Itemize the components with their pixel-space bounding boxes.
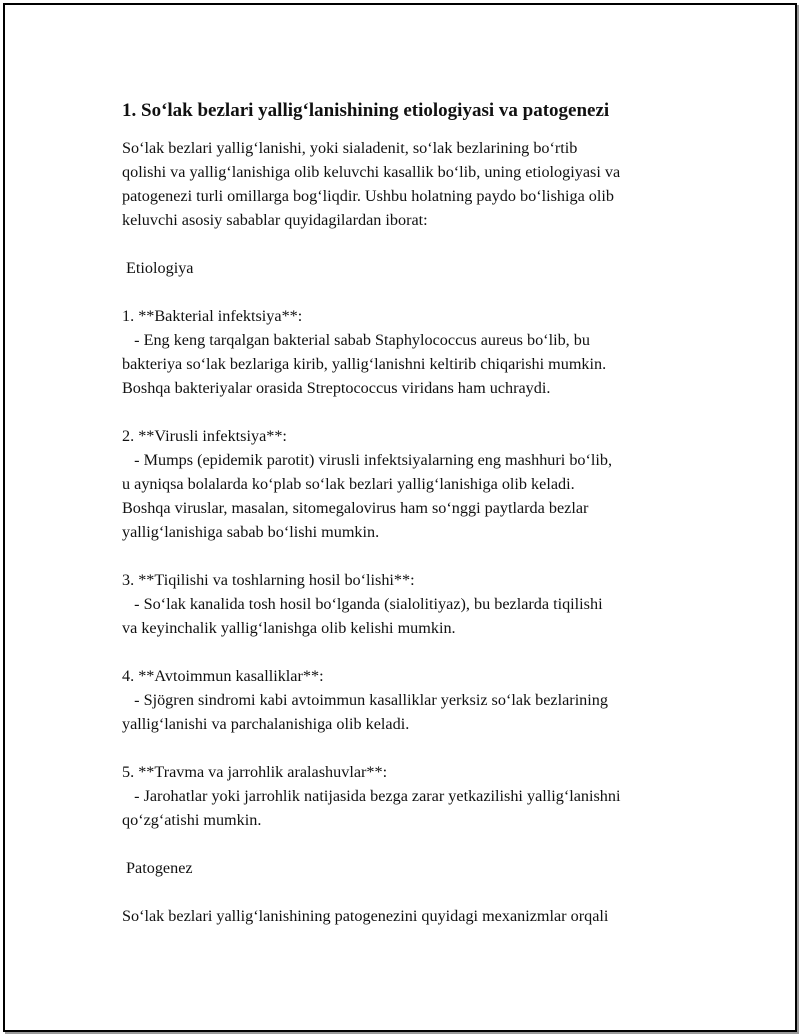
- etiology-item-trauma: [122, 760, 712, 832]
- item-title: 4. **Avtoimmun kasalliklar**:: [122, 667, 324, 685]
- spacer: [122, 832, 712, 856]
- document-page: [3, 3, 797, 1032]
- intro-paragraph: [122, 136, 712, 232]
- spacer: [122, 640, 712, 664]
- pathogenesis-label: Patogenez: [122, 859, 193, 877]
- etiology-label: Etiologiya: [122, 259, 194, 277]
- item-line: - Sjögren sindromi kabi avtoimmun kasalliklar yerksiz so‘lak bezlarining: [122, 691, 608, 709]
- intro-line: qolishi va yallig‘lanishiga olib keluvchi kasallik bo‘lib, uning etiologiyasi va: [122, 163, 621, 181]
- item-line: yallig‘lanishi va parchalanishiga olib keladi.: [122, 715, 410, 733]
- etiology-item-bacterial: [122, 304, 712, 400]
- item-title: 5. **Travma va jarrohlik aralashuvlar**:: [122, 763, 388, 781]
- item-title: 1. **Bakterial infektsiya**:: [122, 307, 303, 325]
- item-title: 2. **Virusli infektsiya**:: [122, 427, 287, 445]
- document-content: [122, 99, 712, 928]
- spacer: [122, 880, 712, 904]
- item-line: u ayniqsa bolalarda ko‘plab so‘lak bezlari yallig‘lanishiga olib keladi.: [122, 475, 575, 493]
- item-line: qo‘zg‘atishi mumkin.: [122, 811, 262, 829]
- item-line: yallig‘lanishiga sabab bo‘lishi mumkin.: [122, 523, 380, 541]
- intro-line: So‘lak bezlari yallig‘lanishi, yoki sialadenit, so‘lak bezlarining bo‘rtib: [122, 139, 578, 157]
- item-line: - So‘lak kanalida tosh hosil bo‘lganda (sialolitiyaz), bu bezlarda tiqilishi: [122, 595, 603, 613]
- item-line: bakteriya so‘lak bezlariga kirib, yallig‘lanishni keltirib chiqarishi mumkin.: [122, 355, 607, 373]
- section-heading: 1. So‘lak bezlari yallig‘lanishining etiologiyasi va patogenezi: [122, 100, 610, 121]
- spacer: [122, 232, 712, 256]
- etiology-item-autoimmune: [122, 664, 712, 736]
- spacer: [122, 280, 712, 304]
- intro-line: keluvchi asosiy sabablar quyidagilardan iborat:: [122, 211, 428, 229]
- item-line: Boshqa viruslar, masalan, sitomegalovirus ham so‘nggi paytlarda bezlar: [122, 499, 589, 517]
- spacer: [122, 736, 712, 760]
- item-line: - Jarohatlar yoki jarrohlik natijasida bezga zarar yetkazilishi yallig‘lanishni: [122, 787, 621, 805]
- item-line: va keyinchalik yallig‘lanishga olib kelishi mumkin.: [122, 619, 456, 637]
- item-title: 3. **Tiqilishi va toshlarning hosil bo‘lishi**:: [122, 571, 415, 589]
- item-line: Boshqa bakteriyalar orasida Streptococcus viridans ham uchraydi.: [122, 379, 551, 397]
- pathogenesis-paragraph: So‘lak bezlari yallig‘lanishining patogenezini quyidagi mexanizmlar orqali: [122, 907, 609, 925]
- etiology-item-viral: [122, 424, 712, 544]
- intro-line: patogenezi turli omillarga bog‘liqdir. Ushbu holatning paydo bo‘lishiga olib: [122, 187, 614, 205]
- item-line: - Eng keng tarqalgan bakterial sabab Staphylococcus aureus bo‘lib, bu: [122, 331, 590, 349]
- etiology-item-obstruction: [122, 568, 712, 640]
- spacer: [122, 400, 712, 424]
- spacer: [122, 544, 712, 568]
- item-line: - Mumps (epidemik parotit) virusli infektsiyalarning eng mashhuri bo‘lib,: [122, 451, 613, 469]
